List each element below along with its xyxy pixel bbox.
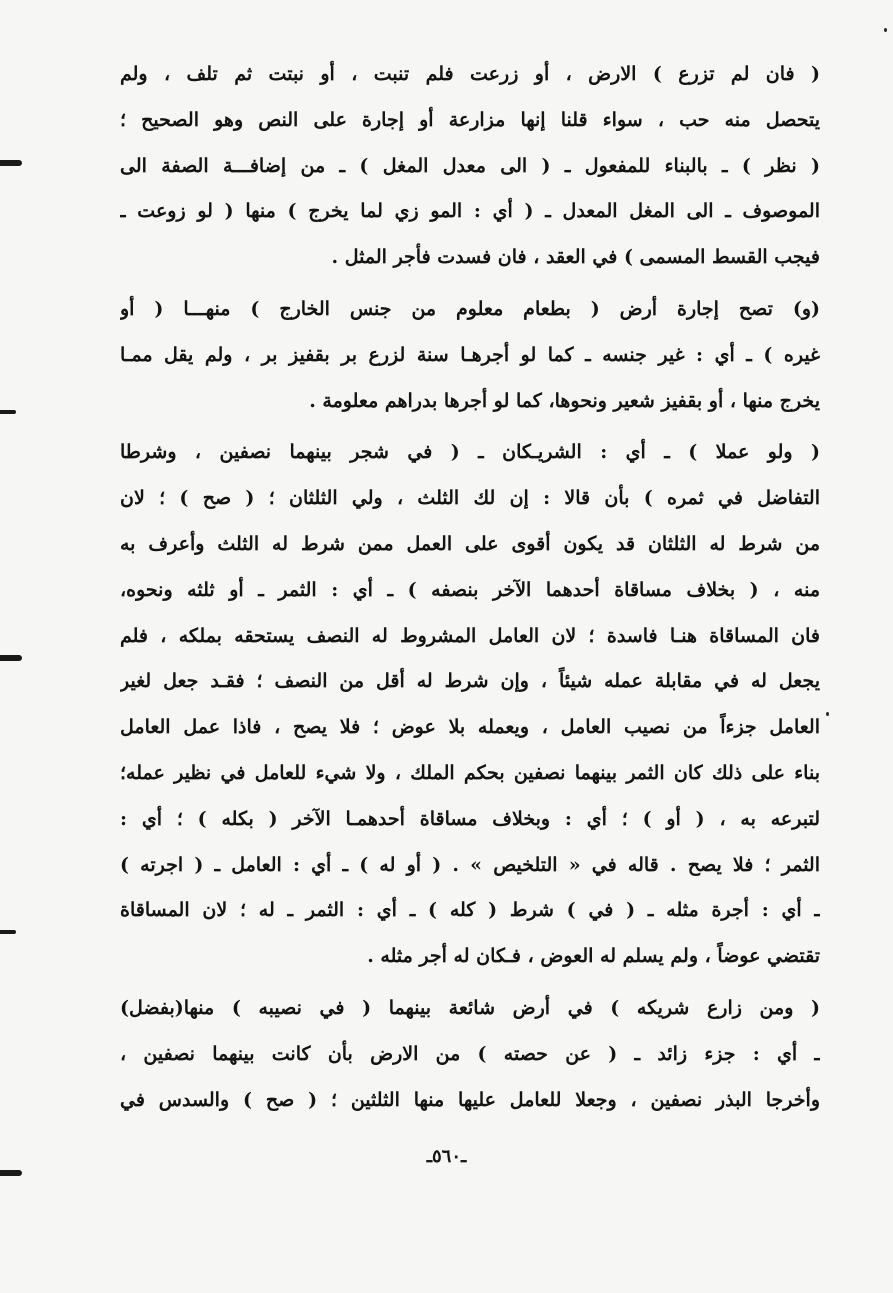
scan-speck (826, 712, 829, 716)
page-body-text (120, 52, 820, 1123)
binding-mark (0, 1170, 22, 1176)
text-line: وأخرجا البذر نصفين ، وجعلا للعامل عليها منها الثلثين ؛ ( صح ) والسدس في (120, 1088, 820, 1111)
text-line: يجعل له في مقابلة عمله شيئاً ، وإن شرط له أقل من النصف ؛ فقـد جعل لغير (120, 670, 820, 693)
text-line: الموصوف ـ الى المغل المعدل ـ ( أي : المو زي لما يخرج ) منها ( لو زوعت ـ (120, 200, 820, 223)
text-line: ـ أي : جزء زائد ـ ( عن حصته ) من الارض بأن كانت بينهما نصفين ، (120, 1042, 820, 1065)
text-line: ( نظر ) ـ بالبناء للمفعول ـ ( الى معدل المغل ) ـ من إضافـــة الصفة الى (120, 154, 820, 177)
text-line: لتبرعه به ، ( أو ) ؛ أي : وبخلاف مساقاة أحدهمـا الآخر ( بكله ) ؛ أي : (120, 807, 820, 830)
text-line: ( ومن زارع شريكه ) في أرض شائعة بينهما ( في نصيبه ) منها(بفضل) (120, 996, 820, 1019)
text-line: يخرج منها ، أو بقفيز شعير ونحوها، كما لو أجرها بدراهم معلومة . (309, 389, 820, 412)
binding-mark (0, 410, 16, 414)
text-line: التفاضل في ثمره ) بأن قالا : إن لك الثلث ، ولي الثلثان ؛ ( صح ) ؛ لان (120, 487, 820, 510)
text-line: ( ولو عملا ) ـ أي : الشريـكان ـ ( في شجر بينهما نصفين ، وشرطا (120, 441, 820, 464)
text-line: العامل جزءاً من نصيب العامل ، ويعمله بلا عوض ؛ فلا يصح ، فاذا عمل العامل (120, 716, 820, 739)
text-line: غيره ) ـ أي : غير جنسه ـ كما لو أجرهـا سنة لزرع بر بقفيز بر ، ولم يقل ممـا (120, 343, 820, 366)
text-line: بناء على ذلك كان الثمر بينهما نصفين بحكم الملك ، ولا شيء للعامل في نظير عمله؛ (120, 761, 820, 784)
text-line: (و) تصح إجارة أرض ( بطعام معلوم من جنس الخارج ) منهـــا ( أو (120, 297, 820, 320)
text-line: ( فان لم تزرع ) الارض ، أو زرعت فلم تنبت ، أو نبتت ثم تلف ، ولم (120, 63, 820, 85)
text-line: فيجب القسط المسمى ) في العقد ، فان فسدت فأجر المثل . (331, 246, 820, 269)
text-line: ـ أي : أجرة مثله ـ ( في ) شرط ( كله ) ـ أي : الثمر ـ له ؛ لان المساقاة (120, 899, 820, 922)
text-line: من شرط له الثلثان قد يكون أقوى على العمل ممن شرط له الثلث وأعرف به (120, 532, 820, 555)
text-line: تقتضي عوضاً ، ولم يسلم له العوض ، فـكان له أجر مثله . (367, 945, 820, 968)
binding-mark (0, 160, 22, 166)
text-line: فان المساقاة هنـا فاسدة ؛ لان العامل المشروط له النصف يستحقه بملكه ، فلم (120, 624, 820, 647)
scan-speck (884, 28, 887, 32)
text-line: الثمر ؛ فلا يصح . قاله في « التلخيص » . ( أو له ) ـ أي : العامل ـ ( اجرته ) (120, 853, 820, 876)
binding-mark (0, 655, 22, 661)
page-number: ـ٥٦٠ـ (426, 1146, 467, 1167)
text-line: يتحصل منه حب ، سواء قلنا إنها مزارعة أو إجارة على النص وهو الصحيح ؛ (120, 108, 820, 131)
text-line: منه ، ( بخلاف مساقاة أحدهما الآخر بنصفه ) ـ أي : الثمر ـ أو ثلثه ونحوه، (120, 578, 820, 601)
binding-mark (0, 930, 16, 934)
